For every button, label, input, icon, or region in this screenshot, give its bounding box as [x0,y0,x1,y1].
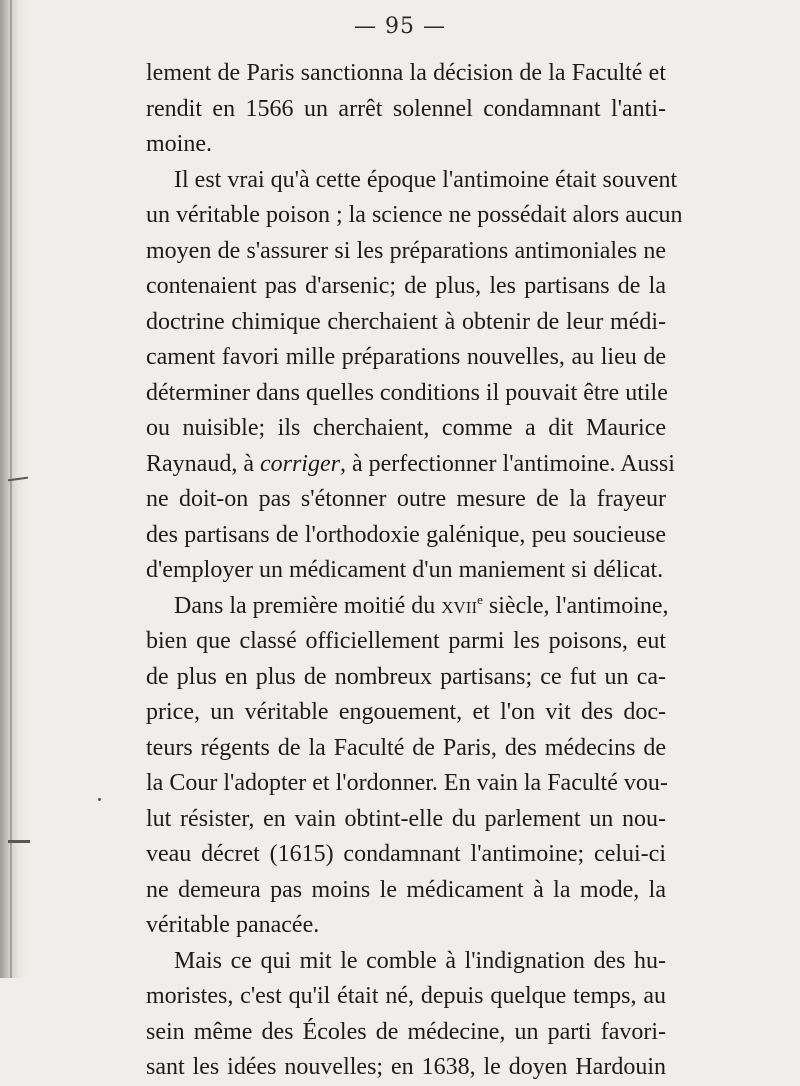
text-line: contenaient pas d'arsenic; de plus, les partisans de la [146,273,666,299]
text-line: teurs régents de la Faculté de Paris, des médecins de [146,734,666,761]
paragraph-first-line: Il est vrai qu'à cette époque l'antimoine était souvent [174,166,678,193]
text-line: sein même des Écoles de médecine, un parti favori- [146,1018,666,1045]
page-number: — 95 — [354,14,446,39]
paragraph-first-line-century: Dans la première moitié du xvii$^e$ siècle, l'antimoine, [174,591,669,619]
text-line: lement de Paris sanctionna la décision de la Faculté et [146,60,666,86]
margin-speck [98,798,101,801]
paragraph-first-line: Mais ce qui mit le comble à l'indignation des hu- [174,947,666,974]
text-line: moristes, c'est qu'il était né, depuis quelque temps, au [146,983,666,1009]
text-line-raynaud: Raynaud, à corriger, à perfectionner l'antimoine. Aussi [146,450,675,477]
text-line: des partisans de l'orthodoxie galénique, peu soucieuse [146,521,666,548]
text-line: doctrine chimique cherchaient à obtenir de leur médi- [146,308,666,335]
text-line: bien que classé officiellement parmi les poisons, eut [146,628,666,654]
margin-mark [8,840,30,843]
text-line: un véritable poison ; la science ne possédait alors aucun [146,202,683,228]
text-line: sant les idées nouvelles; en 1638, le doyen Hardouin [146,1054,666,1080]
text-line: d'employer un médicament d'un maniement si délicat. [146,557,664,583]
text-line: déterminer dans quelles conditions il pouvait être utile [146,379,668,406]
text-line: de plus en plus de nombreux partisans; ce fut un ca- [146,663,666,690]
text-line: moyen de s'assurer si les préparations antimoniales ne [146,237,666,264]
text-line: cament favori mille préparations nouvelles, au lieu de [146,344,666,370]
book-spine-shadow [0,0,26,978]
text-line: rendit en 1566 un arrêt solennel condamnant l'anti- [146,95,666,122]
body-text [146,56,683,1086]
text-line: lut résister, en vain obtint-elle du parlement un nou- [146,805,666,832]
text-line: véritable panacée. [146,912,320,938]
text-line: price, un véritable engouement, et l'on vit des doc- [146,699,666,725]
italic-word: corriger [259,450,340,477]
text-line: ou nuisible; ils cherchaient, comme a dit Maurice [146,415,666,441]
text-line: ne doit-on pas s'étonner outre mesure de la frayeur [146,486,666,512]
gutter-line [10,0,12,978]
text-line: la Cour l'adopter et l'ordonner. En vain la Faculté vou- [146,770,668,796]
text-line: ne demeura pas moins le médicament à la mode, la [146,876,666,903]
text-line: veau décret (1615) condamnant l'antimoine; celui-ci [146,841,666,867]
text-line: moine. [146,131,212,157]
